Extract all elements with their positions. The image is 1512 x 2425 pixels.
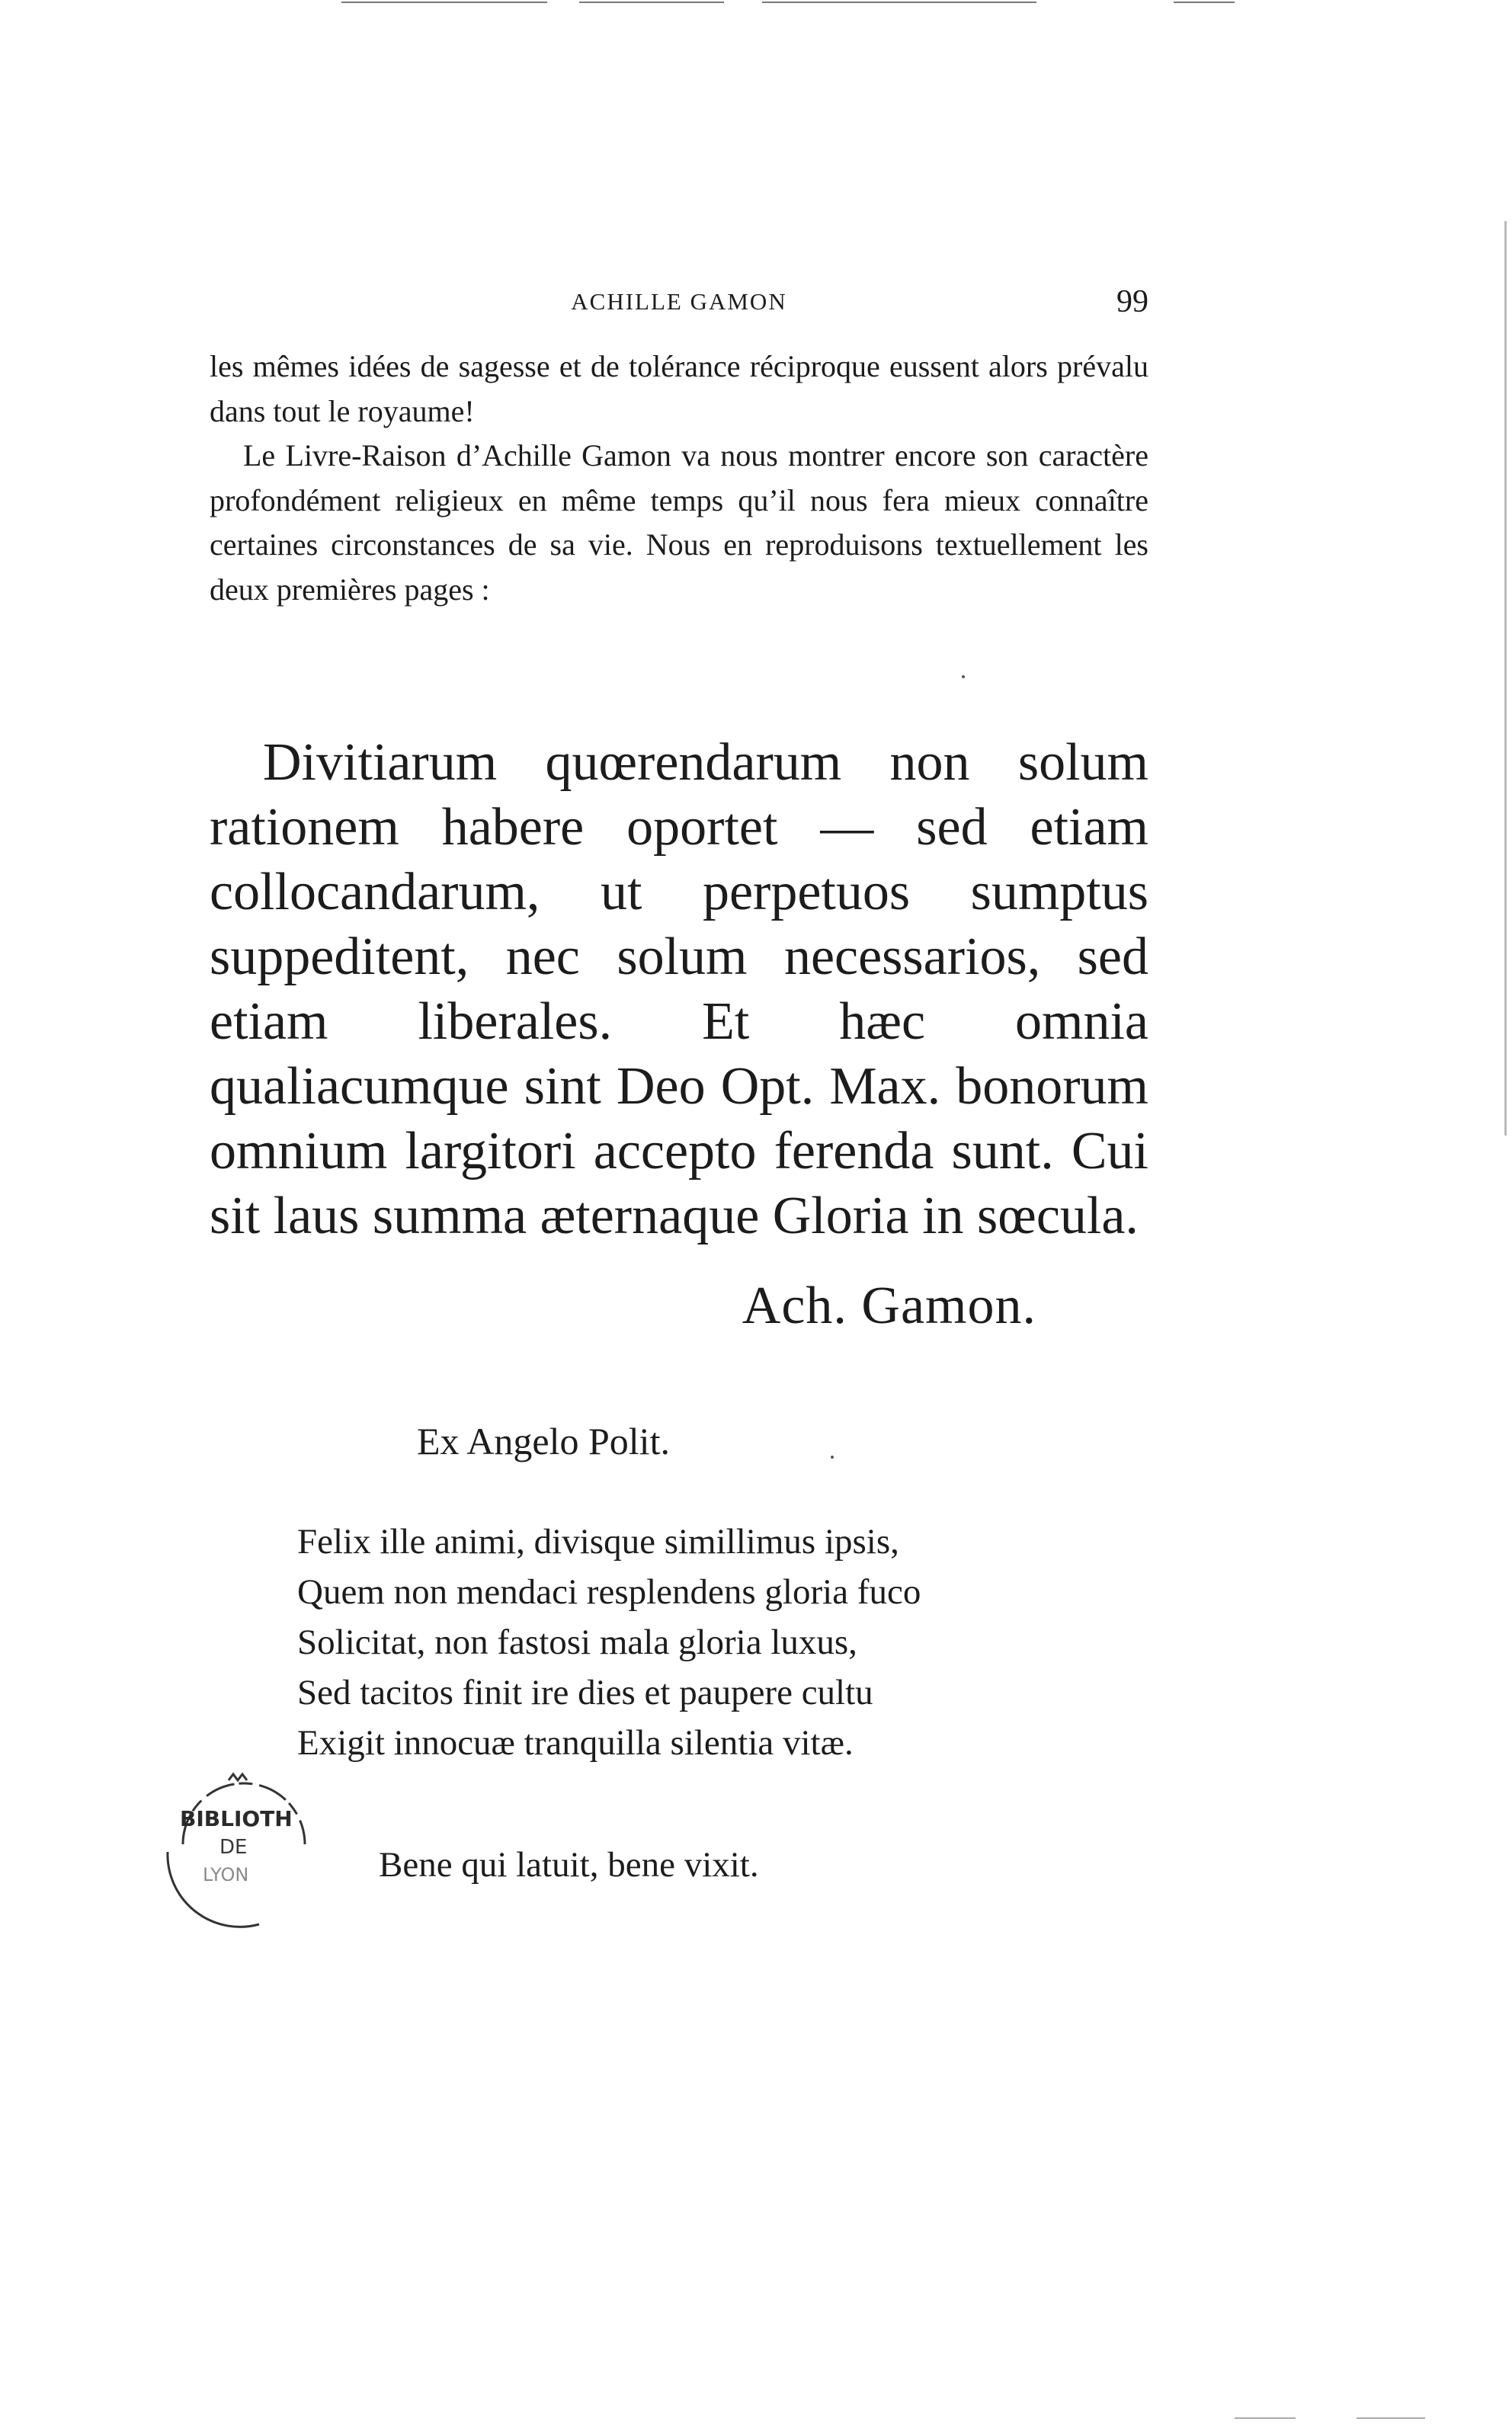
latin-inscription-text: Divitiarum quœrendarum non solum rationem habere oportet — sed etiam collocandarum, ut perpetuos sumptus suppeditent, nec solum necessarios, sed etiam liberales. Et hæc omnia qualiacumque sint Deo Opt. Max. bonorum omnium largitori accepto ferenda sunt. Cui sit laus summa æternaque Gloria in sœcula. (210, 733, 1148, 1245)
stamp-text-line-1: BIBLIOTH (180, 1806, 293, 1831)
quotation-source: Ex Angelo Polit. (417, 1420, 670, 1462)
signature: Ach. Gamon. (742, 1277, 1036, 1335)
verse-line: Quem non mendaci resplendens gloria fuco (297, 1572, 921, 1612)
stamp-crown-mark (229, 1774, 247, 1780)
stamp-text-line-3: LYON (203, 1864, 249, 1885)
scan-artifact-bottom-2 (1357, 2417, 1425, 2419)
scan-artifact-top-4 (1174, 2, 1235, 3)
verse-list (297, 1517, 921, 1768)
paragraph-livre-raison: Le Livre-Raison d’Achille Gamon va nous montrer encore son caractère profondément religieux en même temps qu’il nous fera mieux connaître certaines circonstances de sa vie. Nous en reproduisons textuellement les deux premières pages : (210, 438, 1148, 607)
library-stamp (152, 1753, 335, 1936)
running-head (210, 284, 1148, 334)
paragraph-continuation: les mêmes idées de sagesse et de tolérance réciproque eussent alors prévalu dans tout le royaume! (210, 349, 1148, 428)
scan-artifact-right-edge (1504, 221, 1507, 1136)
verse-line: Solicitat, non fastosi mala gloria luxus, (297, 1623, 857, 1662)
stamp-text-line-2: DE (219, 1836, 248, 1859)
motto: Bene qui latuit, bene vixit. (379, 1845, 759, 1885)
latin-inscription (210, 730, 1148, 1248)
stray-ink-dot (831, 1456, 834, 1459)
stray-ink-dot (962, 675, 965, 678)
running-head-title: ACHILLE GAMON (571, 288, 787, 315)
scan-artifact-bottom-1 (1235, 2417, 1296, 2419)
verse-line: Felix ille animi, divisque simillimus ipsis, (297, 1522, 899, 1562)
stamp-outer-ring-lower (168, 1852, 259, 1927)
verse-line: Exigit innocuæ tranquilla silentia vitæ. (297, 1723, 854, 1763)
body-text (210, 344, 1148, 612)
scan-artifact-top-3 (762, 2, 1036, 3)
scan-artifact-top-1 (341, 2, 547, 3)
verse-line: Sed tacitos finit ire dies et paupere cultu (297, 1673, 873, 1712)
page-number: 99 (1116, 284, 1148, 319)
scan-artifact-top-2 (579, 2, 724, 3)
